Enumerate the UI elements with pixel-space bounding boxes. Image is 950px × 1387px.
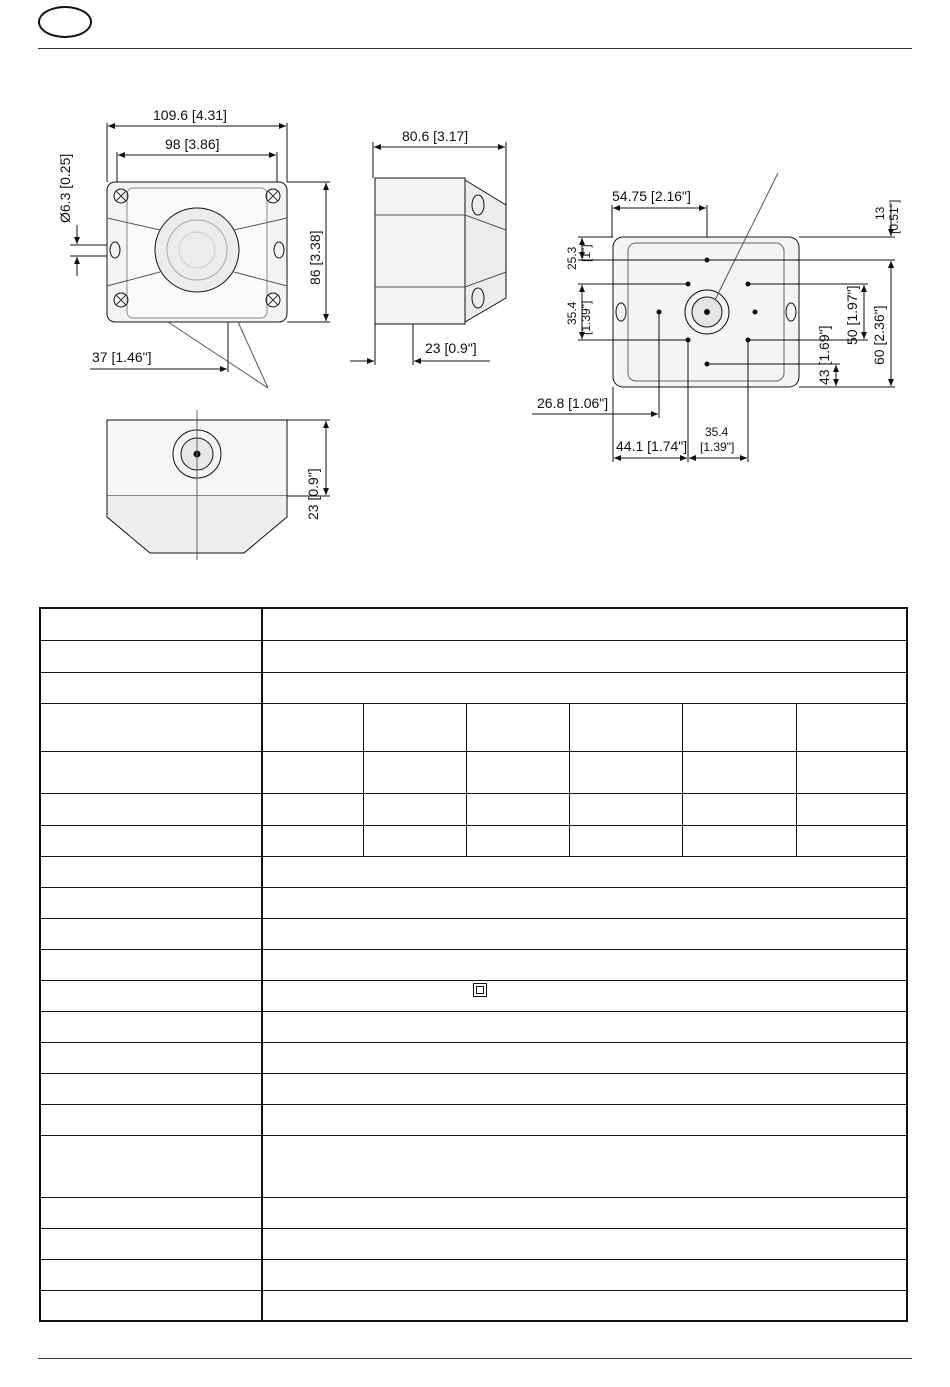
dim-front-height: 86 [3.38] [307, 230, 323, 285]
table-row-divider [41, 640, 906, 641]
table-row-divider [41, 793, 906, 794]
dim-bottom-height: 23 [0.9"] [305, 468, 321, 520]
table-column-divider [682, 703, 683, 856]
dim-front-width-inner: 98 [3.86] [165, 136, 220, 152]
table-row-divider [41, 751, 906, 752]
dim-front-offset: 37 [1.46"] [92, 349, 152, 365]
dim-mount-right-b: 60 [2.36"] [871, 305, 887, 365]
dim-mount-top-offset-mm: 13 [873, 206, 887, 220]
dim-mount-bottom-c-mm: 35.4 [705, 425, 729, 439]
table-row-divider [41, 1073, 906, 1074]
table-column-divider [466, 703, 467, 856]
dim-side-depth: 80.6 [3.17] [402, 128, 469, 144]
table-row-divider [41, 1042, 906, 1043]
dim-mount-top: 54.75 [2.16"] [612, 188, 691, 204]
table-row-divider [41, 1290, 906, 1291]
dim-mount-bottom-b: 44.1 [1.74"] [616, 438, 688, 454]
table-row-divider [41, 980, 906, 981]
dim-hole-diameter: Ø6.3 [0.25] [57, 153, 73, 223]
table-row-divider [41, 1011, 906, 1012]
table-row-divider [41, 1197, 906, 1198]
dim-mount-bottom-c-in: [1.39"] [700, 440, 735, 454]
side-horn-outline [465, 180, 506, 322]
protection-class-ii-icon [473, 983, 487, 997]
specification-table [39, 607, 908, 1322]
bottom-view [107, 410, 330, 560]
table-row-divider [41, 1259, 906, 1260]
side-housing-outline [375, 178, 465, 324]
table-label-column-divider [261, 609, 263, 1320]
dim-mount-right-a: 50 [1.97"] [844, 285, 860, 345]
dim-mount-left-a-in: [1"] [579, 244, 593, 262]
dim-front-width-outer: 109.6 [4.31] [153, 107, 227, 123]
dimension-drawing [0, 0, 950, 600]
table-row-divider [41, 1228, 906, 1229]
table-row-divider [41, 825, 906, 826]
table-column-divider [796, 703, 797, 856]
dim-mount-right-c: 43 [1.69"] [816, 325, 832, 385]
table-column-divider [569, 703, 570, 856]
dim-mount-top-offset-in: [0.51"] [887, 199, 901, 234]
table-row-divider [41, 1104, 906, 1105]
dim-mount-left-a-mm: 25.3 [565, 246, 579, 270]
table-row-divider [41, 918, 906, 919]
table-row-divider [41, 887, 906, 888]
dim-mount-left-b-in: [1.39"] [579, 300, 593, 335]
table-row-divider [41, 949, 906, 950]
dim-mount-left-b-mm: 35.4 [565, 301, 579, 325]
sounder-dome [155, 208, 239, 292]
table-column-divider [363, 703, 364, 856]
dim-side-depth-lower: 23 [0.9"] [425, 340, 477, 356]
table-row-divider [41, 672, 906, 673]
table-row-divider [41, 856, 906, 857]
footer-divider [38, 1358, 912, 1359]
side-view [350, 142, 506, 365]
dim-mount-bottom-a: 26.8 [1.06"] [537, 395, 609, 411]
table-row-divider [41, 1135, 906, 1136]
table-row-divider [41, 703, 906, 704]
